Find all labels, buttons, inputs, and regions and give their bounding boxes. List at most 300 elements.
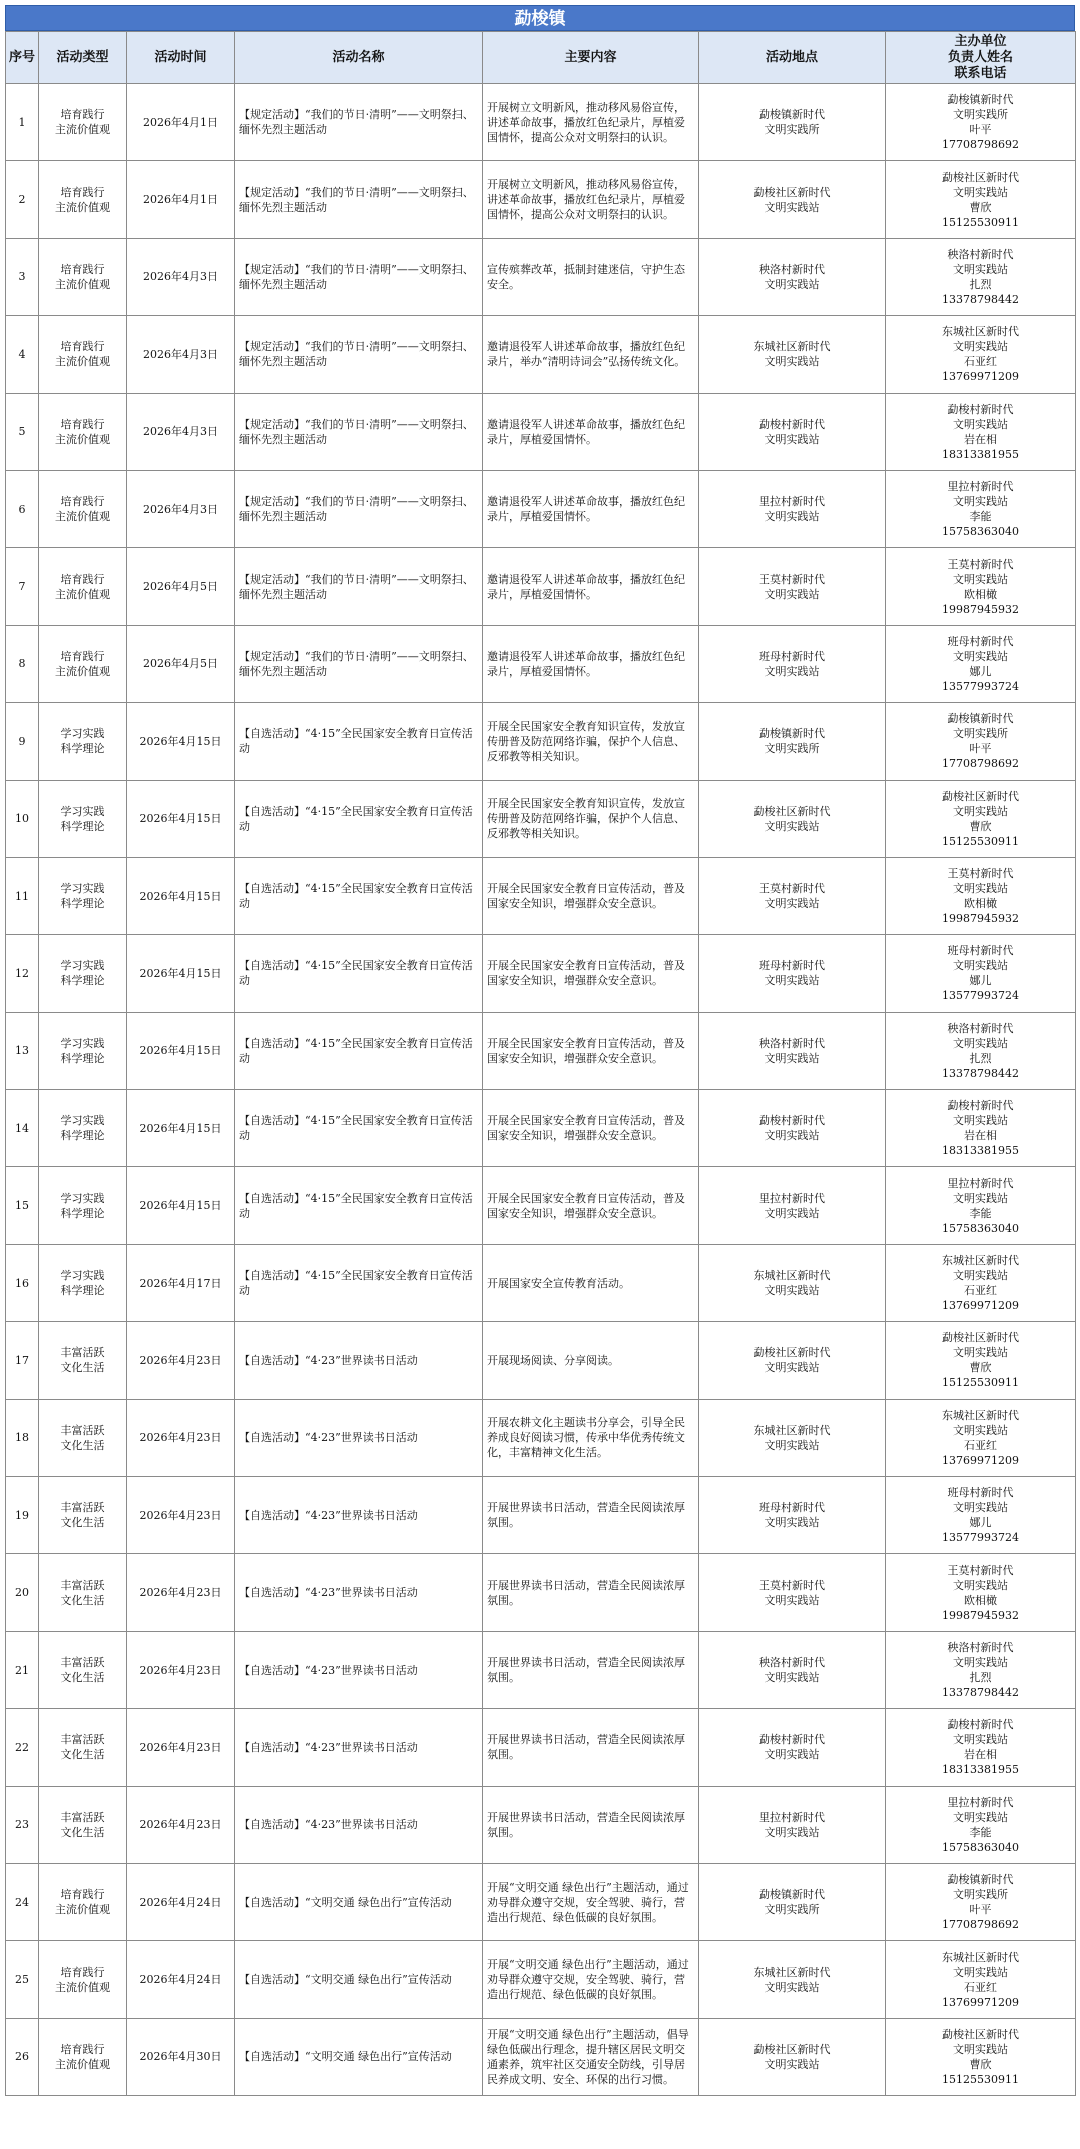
row-seq: 24 bbox=[6, 1863, 39, 1940]
row-contact-line: 13769971209 bbox=[942, 370, 1019, 384]
row-activity-name: 【自选活动】“4·15”全民国家安全教育日宣传活动 bbox=[235, 857, 483, 934]
row-contact-line: 扎烈 bbox=[969, 1671, 992, 1684]
row-type-line: 培育践行 bbox=[60, 340, 105, 354]
row-activity-name: 【自选活动】“4·15”全民国家安全教育日宣传活动 bbox=[235, 1090, 483, 1167]
row-type-line: 丰富活跃 bbox=[60, 1578, 105, 1592]
row-activity-place bbox=[699, 1554, 886, 1631]
row-activity-type bbox=[39, 1554, 127, 1631]
row-contact-line: 文明实践站 bbox=[953, 804, 1008, 818]
row-place-line: 秧洛村新时代 bbox=[759, 262, 825, 276]
row-type-line: 培育践行 bbox=[60, 185, 105, 199]
table-row bbox=[6, 1709, 1076, 1786]
row-contact-line: 欧相橄 bbox=[964, 897, 997, 911]
row-activity-name: 【自选活动】“4·23”世界读书日活动 bbox=[235, 1399, 483, 1476]
table-row bbox=[6, 1477, 1076, 1554]
row-seq: 10 bbox=[6, 780, 39, 857]
row-seq: 18 bbox=[6, 1399, 39, 1476]
row-type-line: 主流价值观 bbox=[55, 664, 110, 678]
table-row bbox=[6, 1941, 1076, 2018]
row-type-line: 科学理论 bbox=[60, 1206, 105, 1220]
table-row bbox=[6, 780, 1076, 857]
row-contact-line: 里拉村新时代 bbox=[947, 1176, 1014, 1190]
row-place-line: 文明实践站 bbox=[764, 1980, 820, 1994]
row-contact-line: 文明实践站 bbox=[953, 1578, 1008, 1592]
row-main-content: 开展全民国家安全教育日宣传活动，普及国家安全知识，增强群众安全意识。 bbox=[483, 857, 699, 934]
row-type-line: 主流价值观 bbox=[55, 510, 110, 524]
row-seq: 1 bbox=[6, 84, 39, 161]
row-contact-line: 文明实践站 bbox=[953, 1965, 1008, 1979]
row-activity-name: 【自选活动】“文明交通 绿色出行”宣传活动 bbox=[235, 1941, 483, 2018]
row-activity-name: 【规定活动】“我们的节日·清明”——文明祭扫、缅怀先烈主题活动 bbox=[235, 470, 483, 547]
row-activity-date: 2026年4月23日 bbox=[127, 1631, 235, 1708]
row-seq: 19 bbox=[6, 1477, 39, 1554]
row-seq: 16 bbox=[6, 1244, 39, 1321]
row-place-line: 里拉村新时代 bbox=[759, 1810, 825, 1824]
row-seq: 8 bbox=[6, 625, 39, 702]
row-type-line: 培育践行 bbox=[60, 495, 105, 509]
row-contact-line: 石亚红 bbox=[964, 1438, 997, 1452]
row-place-line: 文明实践站 bbox=[764, 1206, 820, 1220]
table-row bbox=[6, 548, 1076, 625]
row-activity-type bbox=[39, 1167, 127, 1244]
row-main-content: 开展全民国家安全教育日宣传活动，普及国家安全知识，增强群众安全意识。 bbox=[483, 1167, 699, 1244]
sheet-title: 勐梭镇 bbox=[5, 5, 1075, 31]
row-contact-line: 文明实践站 bbox=[953, 1114, 1008, 1128]
row-contact-line: 17708798692 bbox=[942, 757, 1019, 771]
row-contact-line: 文明实践站 bbox=[953, 1423, 1008, 1437]
row-place-line: 东城社区新时代 bbox=[753, 1965, 831, 1979]
row-contact-line: 欧相橄 bbox=[964, 1593, 997, 1607]
row-place-line: 勐梭社区新时代 bbox=[753, 185, 831, 199]
row-contact-line: 秧洛村新时代 bbox=[947, 1641, 1014, 1654]
row-contact-line: 勐梭社区新时代 bbox=[942, 789, 1019, 803]
row-activity-date: 2026年4月5日 bbox=[127, 625, 235, 702]
row-activity-place bbox=[699, 780, 886, 857]
row-activity-type bbox=[39, 470, 127, 547]
row-type-line: 学习实践 bbox=[60, 1114, 105, 1128]
row-organizer-contact bbox=[886, 1631, 1076, 1708]
row-contact-line: 欧相橄 bbox=[964, 587, 997, 601]
row-contact-line: 勐梭村新时代 bbox=[947, 402, 1014, 416]
row-activity-name: 【自选活动】“4·23”世界读书日活动 bbox=[235, 1709, 483, 1786]
row-activity-place bbox=[699, 1244, 886, 1321]
row-activity-name: 【规定活动】“我们的节日·清明”——文明祭扫、缅怀先烈主题活动 bbox=[235, 84, 483, 161]
row-contact-line: 曹欣 bbox=[969, 819, 992, 833]
table-row bbox=[6, 238, 1076, 315]
row-organizer-contact bbox=[886, 2018, 1076, 2095]
row-organizer-contact bbox=[886, 703, 1076, 780]
row-activity-date: 2026年4月3日 bbox=[127, 393, 235, 470]
row-contact-line: 13769971209 bbox=[942, 1453, 1019, 1467]
row-contact-line: 13769971209 bbox=[942, 1995, 1019, 2009]
row-contact-line: 13378798442 bbox=[942, 292, 1019, 306]
row-seq: 25 bbox=[6, 1941, 39, 2018]
row-place-line: 文明实践站 bbox=[764, 432, 820, 446]
row-contact-line: 文明实践站 bbox=[953, 649, 1008, 663]
row-organizer-contact bbox=[886, 857, 1076, 934]
row-activity-name: 【自选活动】“4·23”世界读书日活动 bbox=[235, 1631, 483, 1708]
row-contact-line: 18313381955 bbox=[942, 1144, 1019, 1158]
row-contact-line: 岩在相 bbox=[964, 1129, 997, 1143]
row-activity-date: 2026年4月1日 bbox=[127, 161, 235, 238]
row-contact-line: 班母村新时代 bbox=[947, 634, 1014, 648]
row-activity-type bbox=[39, 1244, 127, 1321]
row-contact-line: 东城社区新时代 bbox=[942, 1254, 1019, 1268]
table-row bbox=[6, 857, 1076, 934]
row-organizer-contact bbox=[886, 316, 1076, 393]
row-activity-name: 【规定活动】“我们的节日·清明”——文明祭扫、缅怀先烈主题活动 bbox=[235, 161, 483, 238]
row-place-line: 勐梭镇新时代 bbox=[759, 108, 825, 122]
row-place-line: 王莫村新时代 bbox=[759, 882, 825, 896]
row-type-line: 培育践行 bbox=[60, 417, 105, 431]
row-contact-line: 文明实践站 bbox=[953, 1036, 1008, 1050]
row-type-line: 文化生活 bbox=[60, 1825, 105, 1839]
row-activity-name: 【自选活动】“文明交通 绿色出行”宣传活动 bbox=[235, 2018, 483, 2095]
row-activity-place bbox=[699, 2018, 886, 2095]
row-place-line: 文明实践所 bbox=[764, 123, 820, 137]
row-contact-line: 娜儿 bbox=[969, 1516, 992, 1530]
row-place-line: 勐梭社区新时代 bbox=[753, 1346, 831, 1360]
row-contact-line: 文明实践站 bbox=[953, 959, 1008, 973]
row-contact-line: 岩在相 bbox=[964, 1748, 997, 1762]
row-place-line: 文明实践站 bbox=[764, 510, 820, 524]
row-place-line: 文明实践站 bbox=[764, 1129, 820, 1143]
row-contact-line: 文明实践站 bbox=[953, 1810, 1008, 1824]
row-contact-line: 13378798442 bbox=[942, 1066, 1019, 1080]
row-place-line: 里拉村新时代 bbox=[759, 495, 825, 509]
row-main-content: 开展全民国家安全教育知识宣传，发放宣传册普及防范网络诈骗，保护个人信息、反邪教等相关知识。 bbox=[483, 780, 699, 857]
row-contact-line: 曹欣 bbox=[969, 1361, 992, 1375]
table-row bbox=[6, 2018, 1076, 2095]
row-type-line: 丰富活跃 bbox=[60, 1733, 105, 1747]
row-contact-line: 勐梭镇新时代 bbox=[947, 93, 1014, 107]
row-contact-line: 文明实践站 bbox=[953, 882, 1008, 896]
row-place-line: 班母村新时代 bbox=[759, 1501, 825, 1515]
row-activity-type bbox=[39, 703, 127, 780]
row-contact-line: 13577993724 bbox=[942, 989, 1019, 1003]
row-contact-line: 李能 bbox=[969, 1206, 992, 1220]
row-contact-line: 17708798692 bbox=[942, 1918, 1019, 1932]
row-contact-line: 勐梭村新时代 bbox=[947, 1099, 1014, 1113]
row-main-content: 开展树立文明新风，推动移风易俗宣传，讲述革命故事，播放红色纪录片，厚植爱国情怀，提高公众对文明祭扫的认识。 bbox=[483, 161, 699, 238]
row-contact-line: 13769971209 bbox=[942, 1299, 1019, 1313]
table-row bbox=[6, 1167, 1076, 1244]
row-contact-line: 19987945932 bbox=[942, 602, 1019, 616]
row-organizer-contact bbox=[886, 1786, 1076, 1863]
row-place-line: 勐梭镇新时代 bbox=[759, 727, 825, 741]
row-contact-line: 文明实践站 bbox=[953, 262, 1008, 276]
row-contact-line: 15125530911 bbox=[942, 2072, 1019, 2086]
row-main-content: 邀请退役军人讲述革命故事，播放红色纪录片，厚植爱国情怀。 bbox=[483, 625, 699, 702]
row-activity-place bbox=[699, 1941, 886, 2018]
header-activity-time: 活动时间 bbox=[127, 32, 235, 84]
row-place-line: 文明实践站 bbox=[764, 200, 820, 214]
table-row bbox=[6, 470, 1076, 547]
row-organizer-contact bbox=[886, 1941, 1076, 2018]
table-row bbox=[6, 1012, 1076, 1089]
row-activity-date: 2026年4月23日 bbox=[127, 1786, 235, 1863]
row-activity-date: 2026年4月23日 bbox=[127, 1554, 235, 1631]
row-activity-type bbox=[39, 1399, 127, 1476]
row-type-line: 学习实践 bbox=[60, 804, 105, 818]
row-contact-line: 13577993724 bbox=[942, 1531, 1019, 1545]
row-activity-place bbox=[699, 548, 886, 625]
row-organizer-contact bbox=[886, 1167, 1076, 1244]
row-activity-date: 2026年4月15日 bbox=[127, 1167, 235, 1244]
table-row bbox=[6, 703, 1076, 780]
row-activity-type bbox=[39, 1012, 127, 1089]
row-place-line: 东城社区新时代 bbox=[753, 1423, 831, 1437]
row-activity-date: 2026年4月23日 bbox=[127, 1477, 235, 1554]
row-contact-line: 19987945932 bbox=[942, 912, 1019, 926]
row-activity-name: 【自选活动】“4·15”全民国家安全教育日宣传活动 bbox=[235, 1012, 483, 1089]
row-activity-date: 2026年4月3日 bbox=[127, 470, 235, 547]
row-place-line: 文明实践站 bbox=[764, 664, 820, 678]
row-contact-line: 文明实践站 bbox=[953, 2042, 1008, 2056]
row-seq: 5 bbox=[6, 393, 39, 470]
row-type-line: 丰富活跃 bbox=[60, 1501, 105, 1515]
row-organizer-contact bbox=[886, 1863, 1076, 1940]
row-contact-line: 17708798692 bbox=[942, 138, 1019, 152]
row-activity-date: 2026年4月15日 bbox=[127, 1012, 235, 1089]
row-seq: 14 bbox=[6, 1090, 39, 1167]
row-contact-line: 15758363040 bbox=[942, 1840, 1019, 1854]
row-activity-place bbox=[699, 1322, 886, 1399]
row-activity-type bbox=[39, 238, 127, 315]
row-type-line: 培育践行 bbox=[60, 1888, 105, 1902]
row-seq: 15 bbox=[6, 1167, 39, 1244]
row-organizer-contact bbox=[886, 1399, 1076, 1476]
row-seq: 21 bbox=[6, 1631, 39, 1708]
row-main-content: 开展世界读书日活动，营造全民阅读浓厚氛围。 bbox=[483, 1554, 699, 1631]
row-contact-line: 文明实践站 bbox=[953, 1501, 1008, 1515]
row-contact-line: 勐梭村新时代 bbox=[947, 1718, 1014, 1732]
row-main-content: 开展国家安全宣传教育活动。 bbox=[483, 1244, 699, 1321]
row-contact-line: 曹欣 bbox=[969, 200, 992, 214]
row-activity-type bbox=[39, 1631, 127, 1708]
row-activity-date: 2026年4月5日 bbox=[127, 548, 235, 625]
row-main-content: 开展现场阅读、分享阅读。 bbox=[483, 1322, 699, 1399]
table-body bbox=[6, 84, 1076, 2096]
row-contact-line: 里拉村新时代 bbox=[947, 1795, 1014, 1809]
row-activity-type bbox=[39, 935, 127, 1012]
row-main-content: 邀请退役军人讲述革命故事，播放红色纪录片，厚植爱国情怀。 bbox=[483, 548, 699, 625]
row-place-line: 勐梭镇新时代 bbox=[759, 1888, 825, 1902]
row-main-content: 开展全民国家安全教育日宣传活动，普及国家安全知识，增强群众安全意识。 bbox=[483, 1012, 699, 1089]
row-activity-date: 2026年4月15日 bbox=[127, 703, 235, 780]
row-contact-line: 东城社区新时代 bbox=[942, 1408, 1019, 1422]
row-contact-line: 15758363040 bbox=[942, 525, 1019, 539]
row-contact-line: 18313381955 bbox=[942, 447, 1019, 461]
activity-table bbox=[5, 31, 1076, 2096]
row-contact-line: 文明实践所 bbox=[953, 1888, 1008, 1902]
row-place-line: 文明实践站 bbox=[764, 1361, 820, 1375]
row-place-line: 班母村新时代 bbox=[759, 959, 825, 973]
row-seq: 12 bbox=[6, 935, 39, 1012]
row-type-line: 主流价值观 bbox=[55, 587, 110, 601]
row-seq: 6 bbox=[6, 470, 39, 547]
row-type-line: 科学理论 bbox=[60, 1129, 105, 1143]
row-contact-line: 文明实践站 bbox=[953, 1656, 1008, 1669]
row-type-line: 培育践行 bbox=[60, 1965, 105, 1979]
row-organizer-contact bbox=[886, 84, 1076, 161]
row-place-line: 文明实践站 bbox=[764, 1593, 820, 1607]
row-activity-type bbox=[39, 1786, 127, 1863]
table-row bbox=[6, 316, 1076, 393]
row-main-content: 开展树立文明新风，推动移风易俗宣传，讲述革命故事，播放红色纪录片，厚植爱国情怀，提高公众对文明祭扫的认识。 bbox=[483, 84, 699, 161]
row-contact-line: 扎烈 bbox=[969, 277, 992, 291]
table-row bbox=[6, 1399, 1076, 1476]
row-organizer-contact bbox=[886, 548, 1076, 625]
row-contact-line: 15758363040 bbox=[942, 1221, 1019, 1235]
row-activity-place bbox=[699, 1863, 886, 1940]
row-contact-line: 勐梭社区新时代 bbox=[942, 1331, 1019, 1345]
row-seq: 9 bbox=[6, 703, 39, 780]
header-contact-line: 主办单位 bbox=[954, 33, 1007, 49]
row-type-line: 主流价值观 bbox=[55, 123, 110, 137]
table-row bbox=[6, 625, 1076, 702]
row-type-line: 科学理论 bbox=[60, 819, 105, 833]
row-activity-name: 【自选活动】“4·23”世界读书日活动 bbox=[235, 1786, 483, 1863]
row-activity-place bbox=[699, 84, 886, 161]
row-main-content: 开展世界读书日活动，营造全民阅读浓厚氛围。 bbox=[483, 1786, 699, 1863]
row-seq: 17 bbox=[6, 1322, 39, 1399]
table-row bbox=[6, 1631, 1076, 1708]
row-place-line: 文明实践站 bbox=[764, 587, 820, 601]
row-main-content: 开展世界读书日活动，营造全民阅读浓厚氛围。 bbox=[483, 1631, 699, 1708]
row-contact-line: 文明实践站 bbox=[953, 1733, 1008, 1747]
row-contact-line: 15125530911 bbox=[942, 834, 1019, 848]
row-activity-type bbox=[39, 1863, 127, 1940]
row-contact-line: 文明实践站 bbox=[953, 572, 1008, 586]
row-activity-date: 2026年4月24日 bbox=[127, 1941, 235, 2018]
row-contact-line: 文明实践站 bbox=[953, 340, 1008, 354]
row-place-line: 东城社区新时代 bbox=[753, 340, 831, 354]
row-contact-line: 勐梭镇新时代 bbox=[947, 1873, 1014, 1887]
table-row bbox=[6, 1863, 1076, 1940]
row-activity-type bbox=[39, 548, 127, 625]
row-activity-name: 【规定活动】“我们的节日·清明”——文明祭扫、缅怀先烈主题活动 bbox=[235, 393, 483, 470]
row-place-line: 勐梭村新时代 bbox=[759, 1733, 825, 1747]
row-type-line: 培育践行 bbox=[60, 649, 105, 663]
row-place-line: 勐梭社区新时代 bbox=[753, 2042, 831, 2056]
row-contact-line: 18313381955 bbox=[942, 1763, 1019, 1777]
row-main-content: 开展世界读书日活动，营造全民阅读浓厚氛围。 bbox=[483, 1709, 699, 1786]
row-activity-place bbox=[699, 316, 886, 393]
row-place-line: 文明实践站 bbox=[764, 2057, 820, 2071]
row-contact-line: 文明实践站 bbox=[953, 1346, 1008, 1360]
row-contact-line: 15125530911 bbox=[942, 1376, 1019, 1390]
row-main-content: 邀请退役军人讲述革命故事，播放红色纪录片，厚植爱国情怀。 bbox=[483, 470, 699, 547]
row-contact-line: 娜儿 bbox=[969, 974, 992, 988]
row-type-line: 培育践行 bbox=[60, 108, 105, 122]
row-activity-date: 2026年4月3日 bbox=[127, 238, 235, 315]
row-activity-date: 2026年4月15日 bbox=[127, 857, 235, 934]
row-contact-line: 东城社区新时代 bbox=[942, 325, 1019, 339]
row-place-line: 文明实践站 bbox=[764, 974, 820, 988]
row-contact-line: 石亚红 bbox=[964, 1284, 997, 1298]
row-contact-line: 文明实践所 bbox=[953, 727, 1008, 741]
row-activity-name: 【规定活动】“我们的节日·清明”——文明祭扫、缅怀先烈主题活动 bbox=[235, 238, 483, 315]
row-seq: 2 bbox=[6, 161, 39, 238]
row-organizer-contact bbox=[886, 1322, 1076, 1399]
row-place-line: 东城社区新时代 bbox=[753, 1269, 831, 1283]
row-organizer-contact bbox=[886, 1244, 1076, 1321]
row-activity-type bbox=[39, 1090, 127, 1167]
row-place-line: 秧洛村新时代 bbox=[759, 1036, 825, 1050]
row-activity-name: 【自选活动】“4·15”全民国家安全教育日宣传活动 bbox=[235, 1244, 483, 1321]
row-type-line: 丰富活跃 bbox=[60, 1810, 105, 1824]
row-contact-line: 文明实践站 bbox=[953, 495, 1008, 509]
row-activity-name: 【自选活动】“4·15”全民国家安全教育日宣传活动 bbox=[235, 935, 483, 1012]
row-seq: 3 bbox=[6, 238, 39, 315]
row-seq: 23 bbox=[6, 1786, 39, 1863]
row-type-line: 文化生活 bbox=[60, 1748, 105, 1762]
row-activity-date: 2026年4月15日 bbox=[127, 780, 235, 857]
row-type-line: 学习实践 bbox=[60, 1036, 105, 1050]
table-row bbox=[6, 1090, 1076, 1167]
row-type-line: 培育践行 bbox=[60, 572, 105, 586]
row-type-line: 文化生活 bbox=[60, 1361, 105, 1375]
row-type-line: 学习实践 bbox=[60, 727, 105, 741]
row-activity-type bbox=[39, 1941, 127, 2018]
row-organizer-contact bbox=[886, 161, 1076, 238]
row-place-line: 文明实践站 bbox=[764, 1825, 820, 1839]
row-type-line: 主流价值观 bbox=[55, 355, 110, 369]
row-activity-place bbox=[699, 703, 886, 780]
row-activity-type bbox=[39, 316, 127, 393]
table-row bbox=[6, 1244, 1076, 1321]
row-activity-date: 2026年4月23日 bbox=[127, 1709, 235, 1786]
row-place-line: 文明实践站 bbox=[764, 1051, 820, 1065]
row-activity-type bbox=[39, 393, 127, 470]
row-activity-date: 2026年4月17日 bbox=[127, 1244, 235, 1321]
row-contact-line: 里拉村新时代 bbox=[947, 480, 1014, 494]
row-activity-place bbox=[699, 1399, 886, 1476]
row-type-line: 学习实践 bbox=[60, 959, 105, 973]
row-activity-place bbox=[699, 1090, 886, 1167]
row-type-line: 学习实践 bbox=[60, 882, 105, 896]
row-place-line: 勐梭社区新时代 bbox=[753, 804, 831, 818]
row-place-line: 文明实践所 bbox=[764, 742, 820, 756]
row-contact-line: 秧洛村新时代 bbox=[947, 1021, 1014, 1035]
table-row bbox=[6, 1786, 1076, 1863]
row-seq: 7 bbox=[6, 548, 39, 625]
row-place-line: 文明实践站 bbox=[764, 819, 820, 833]
row-activity-name: 【自选活动】“文明交通 绿色出行”宣传活动 bbox=[235, 1863, 483, 1940]
row-activity-type bbox=[39, 780, 127, 857]
row-seq: 22 bbox=[6, 1709, 39, 1786]
row-contact-line: 文明实践站 bbox=[953, 1191, 1008, 1205]
row-main-content: 开展全民国家安全教育知识宣传，发放宣传册普及防范网络诈骗，保护个人信息、反邪教等相关知识。 bbox=[483, 703, 699, 780]
table-row bbox=[6, 393, 1076, 470]
row-organizer-contact bbox=[886, 780, 1076, 857]
row-place-line: 文明实践站 bbox=[764, 1516, 820, 1530]
row-contact-line: 叶平 bbox=[969, 123, 992, 137]
row-place-line: 文明实践站 bbox=[764, 897, 820, 911]
row-activity-name: 【规定活动】“我们的节日·清明”——文明祭扫、缅怀先烈主题活动 bbox=[235, 548, 483, 625]
row-contact-line: 东城社区新时代 bbox=[942, 1950, 1019, 1964]
row-type-line: 文化生活 bbox=[60, 1438, 105, 1452]
row-contact-line: 15125530911 bbox=[942, 215, 1019, 229]
row-place-line: 文明实践站 bbox=[764, 1284, 820, 1298]
row-place-line: 王莫村新时代 bbox=[759, 572, 825, 586]
row-main-content: 开展“文明交通 绿色出行”主题活动，通过劝导群众遵守交规，安全驾驶、骑行，营造出行规范、绿色低碳的良好氛围。 bbox=[483, 1863, 699, 1940]
row-contact-line: 曹欣 bbox=[969, 2057, 992, 2071]
row-type-line: 文化生活 bbox=[60, 1593, 105, 1607]
row-activity-place bbox=[699, 470, 886, 547]
row-organizer-contact bbox=[886, 1090, 1076, 1167]
